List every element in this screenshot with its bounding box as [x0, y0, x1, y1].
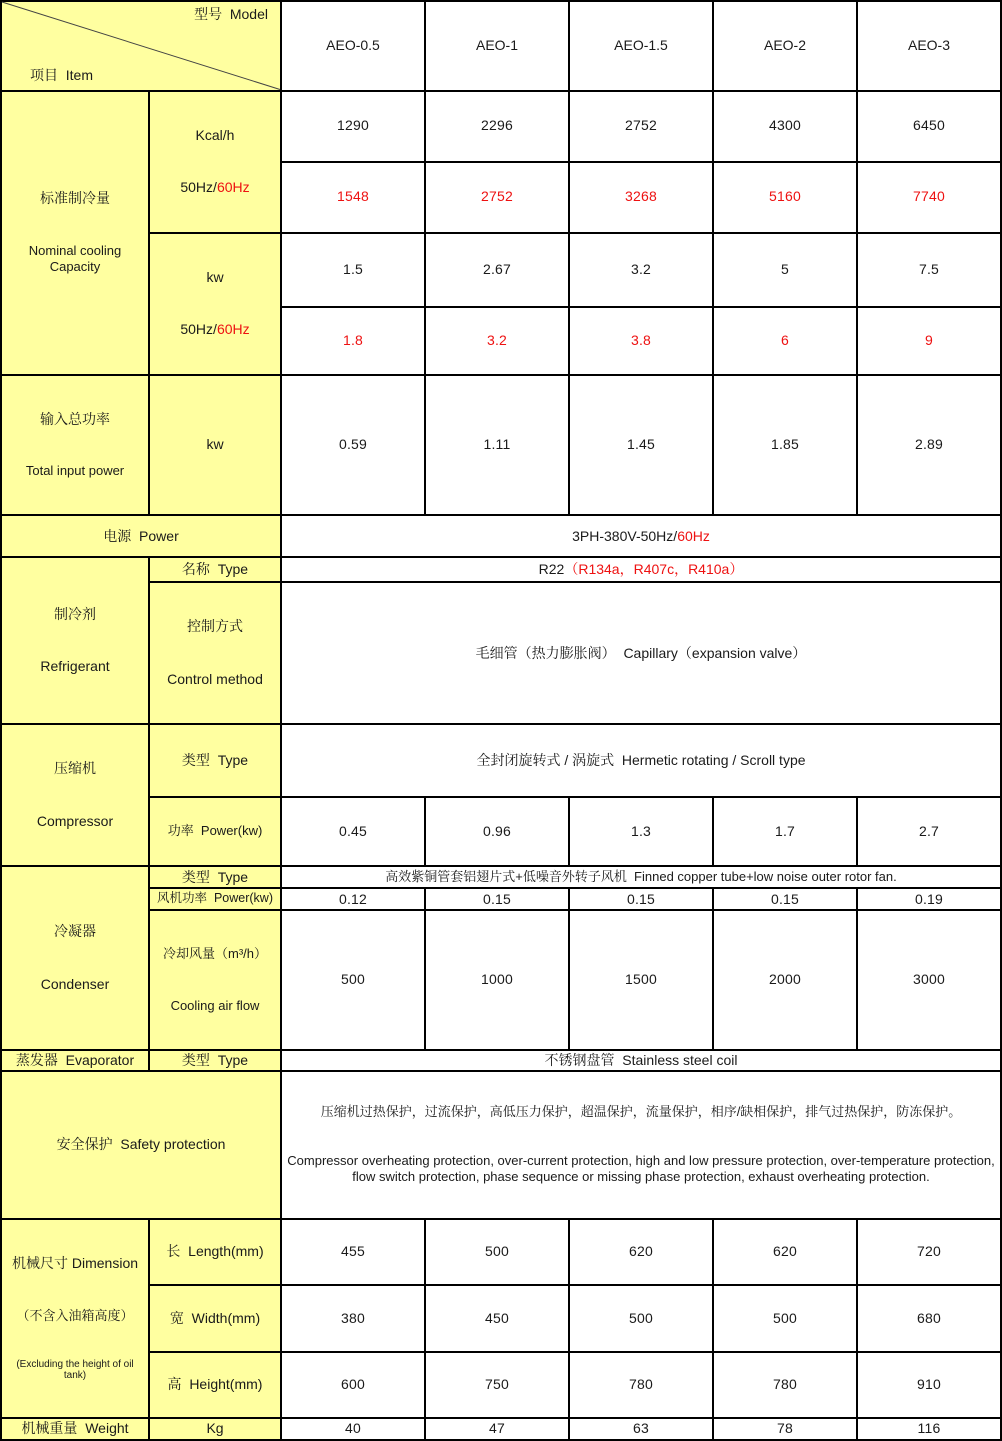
- safety-section-label: 安全保护 Safety protection: [1, 1071, 281, 1219]
- refrigerant-name-value-cell: [281, 557, 1001, 582]
- weight-value: 40: [281, 1418, 425, 1440]
- compressor-power-label: 功率 Power(kw): [149, 797, 281, 866]
- capacity-kw-unit-cell: [149, 233, 281, 375]
- condenser-label-zh: 冷凝器: [54, 923, 96, 939]
- model-column-header: AEO-1: [425, 1, 569, 91]
- model-column-header: AEO-1.5: [569, 1, 713, 91]
- fan-power-value: 0.15: [425, 888, 569, 910]
- width-value: 680: [857, 1285, 1001, 1351]
- dimension-label-zh: 机械尺寸 Dimension: [11, 1255, 139, 1271]
- safety-value-zh: 压缩机过热保护，过流保护，高低压力保护，超温保护，流量保护，相序/缺相保护，排气过热保护，防冻保护。: [320, 1104, 962, 1120]
- kcal-50hz-value: 2296: [425, 91, 569, 162]
- capacity-label-en: Nominal cooling Capacity: [28, 242, 125, 274]
- compressor-power-value: 1.7: [713, 797, 857, 866]
- height-label: 高 Height(mm): [149, 1352, 281, 1418]
- kw-freq: [152, 321, 278, 339]
- control-method-label-en: Control method: [167, 670, 263, 687]
- air-flow-value: 1000: [425, 910, 569, 1050]
- evaporator-type-value: 不锈钢盘管 Stainless steel coil: [281, 1050, 1001, 1071]
- height-value: 750: [425, 1352, 569, 1418]
- kcal-50hz-value: 2752: [569, 91, 713, 162]
- length-label: 长 Length(mm): [149, 1219, 281, 1285]
- kcal-60hz-value: 1548: [281, 162, 425, 233]
- kcal-50hz-value: 4300: [713, 91, 857, 162]
- fan-power-value: 0.12: [281, 888, 425, 910]
- height-value: 910: [857, 1352, 1001, 1418]
- model-column-header: AEO-0.5: [281, 1, 425, 91]
- control-method-label-zh: 控制方式: [187, 618, 243, 635]
- air-flow-label-zh: 冷却风量（m³/h）: [162, 946, 267, 962]
- kcal-50hz-value: 1290: [281, 91, 425, 162]
- air-flow-label-cell: [149, 910, 281, 1050]
- kw-50hz-value: 7.5: [857, 233, 1001, 307]
- fan-power-value: 0.19: [857, 888, 1001, 910]
- input-power-unit: kw: [149, 375, 281, 516]
- kcal-freq: [152, 179, 278, 197]
- width-value: 500: [569, 1285, 713, 1351]
- compressor-power-value: 1.3: [569, 797, 713, 866]
- item-header-label: 项目 Item: [30, 67, 94, 83]
- dimension-note-zh: （不含入油箱高度）: [16, 1307, 134, 1323]
- kcal-freq-50: 50Hz/: [180, 179, 217, 195]
- compressor-type-label: 类型 Type: [149, 724, 281, 797]
- input-power-value: 1.45: [569, 375, 713, 516]
- input-power-value: 1.85: [713, 375, 857, 516]
- capacity-kcal-unit-cell: [149, 91, 281, 233]
- condenser-fan-power-label: 风机功率 Power(kw): [149, 888, 281, 910]
- length-value: 455: [281, 1219, 425, 1285]
- power-supply-value-cell: [281, 515, 1001, 557]
- compressor-label-en: Compressor: [36, 812, 114, 829]
- compressor-power-value: 2.7: [857, 797, 1001, 866]
- refrigerant-name-value: R22: [538, 561, 565, 577]
- capacity-section-label: [1, 91, 149, 375]
- kcal-60hz-value: 7740: [857, 162, 1001, 233]
- weight-value: 47: [425, 1418, 569, 1440]
- kw-freq-60: 60Hz: [216, 321, 250, 337]
- kw-60hz-value: 1.8: [281, 307, 425, 375]
- kcal-freq-60: 60Hz: [216, 179, 250, 195]
- power-supply-label: 电源 Power: [1, 515, 281, 557]
- refrigerant-label-en: Refrigerant: [40, 658, 110, 675]
- input-power-value: 1.11: [425, 375, 569, 516]
- height-value: 600: [281, 1352, 425, 1418]
- refrigerant-alt-types: （R134a，R407c，R410a）: [564, 561, 744, 577]
- evaporator-section-label: 蒸发器 Evaporator: [1, 1050, 149, 1071]
- height-value: 780: [569, 1352, 713, 1418]
- kcal-60hz-value: 5160: [713, 162, 857, 233]
- kcal-60hz-value: 2752: [425, 162, 569, 233]
- kw-50hz-value: 5: [713, 233, 857, 307]
- model-item-header-cell: [1, 1, 281, 91]
- fan-power-value: 0.15: [713, 888, 857, 910]
- kw-60hz-value: 6: [713, 307, 857, 375]
- input-power-label-cell: [1, 375, 149, 516]
- kcal-50hz-value: 6450: [857, 91, 1001, 162]
- kw-unit: kw: [206, 268, 224, 285]
- condenser-section-label: [1, 866, 149, 1050]
- model-header-label: 型号 Model: [194, 6, 268, 22]
- length-value: 620: [713, 1219, 857, 1285]
- air-flow-label-en: Cooling air flow: [170, 997, 260, 1013]
- safety-value-en: Compressor overheating protection, over-current protection, high and low pressure protection, over-temperature protection, flow switch protection, phase sequence or missing phase protection, exhaust overheating protection.: [287, 1153, 999, 1185]
- capacity-label-zh: 标准制冷量: [40, 190, 110, 206]
- width-value: 450: [425, 1285, 569, 1351]
- safety-value-cell: [281, 1071, 1001, 1219]
- kcal-unit: Kcal/h: [195, 126, 235, 143]
- width-value: 500: [713, 1285, 857, 1351]
- refrigerant-name-label: 名称 Type: [149, 557, 281, 582]
- condenser-type-value: 高效紫铜管套铝翅片式+低噪音外转子风机 Finned copper tube+low noise outer rotor fan.: [281, 866, 1001, 888]
- compressor-label-zh: 压缩机: [54, 760, 96, 777]
- model-column-header: AEO-2: [713, 1, 857, 91]
- length-value: 720: [857, 1219, 1001, 1285]
- kcal-60hz-value: 3268: [569, 162, 713, 233]
- evaporator-type-label: 类型 Type: [149, 1050, 281, 1071]
- weight-value: 78: [713, 1418, 857, 1440]
- fan-power-value: 0.15: [569, 888, 713, 910]
- weight-section-label: 机械重量 Weight: [1, 1418, 149, 1440]
- kw-50hz-value: 2.67: [425, 233, 569, 307]
- compressor-power-value: 0.45: [281, 797, 425, 866]
- control-method-value: 毛细管（热力膨胀阀） Capillary（expansion valve）: [281, 582, 1001, 724]
- weight-value: 116: [857, 1418, 1001, 1440]
- air-flow-value: 1500: [569, 910, 713, 1050]
- control-method-label-cell: [149, 582, 281, 724]
- kw-60hz-value: 9: [857, 307, 1001, 375]
- compressor-section-label: [1, 724, 149, 866]
- compressor-type-value: 全封闭旋转式 / 涡旋式 Hermetic rotating / Scroll type: [281, 724, 1001, 797]
- condenser-label-en: Condenser: [40, 975, 110, 992]
- input-power-value: 2.89: [857, 375, 1001, 516]
- width-value: 380: [281, 1285, 425, 1351]
- dimension-note-en: (Excluding the height of oil tank): [16, 1358, 137, 1382]
- model-column-header: AEO-3: [857, 1, 1001, 91]
- refrigerant-section-label: [1, 557, 149, 724]
- air-flow-value: 3000: [857, 910, 1001, 1050]
- input-power-value: 0.59: [281, 375, 425, 516]
- condenser-type-label: 类型 Type: [149, 866, 281, 888]
- kw-50hz-value: 1.5: [281, 233, 425, 307]
- dimension-section-label: [1, 1219, 149, 1418]
- air-flow-value: 2000: [713, 910, 857, 1050]
- length-value: 620: [569, 1219, 713, 1285]
- kw-60hz-value: 3.2: [425, 307, 569, 375]
- width-label: 宽 Width(mm): [149, 1285, 281, 1351]
- weight-value: 63: [569, 1418, 713, 1440]
- kw-50hz-value: 3.2: [569, 233, 713, 307]
- height-value: 780: [713, 1352, 857, 1418]
- refrigerant-label-zh: 制冷剂: [54, 605, 96, 622]
- power-supply-60hz: 60Hz: [677, 527, 710, 544]
- weight-unit: Kg: [149, 1418, 281, 1440]
- kw-60hz-value: 3.8: [569, 307, 713, 375]
- compressor-power-value: 0.96: [425, 797, 569, 866]
- input-power-label-en: Total input power: [25, 463, 125, 478]
- length-value: 500: [425, 1219, 569, 1285]
- air-flow-value: 500: [281, 910, 425, 1050]
- power-supply-value: 3PH-380V-50Hz/: [572, 527, 678, 544]
- input-power-label-zh: 输入总功率: [40, 410, 110, 427]
- kw-freq-50: 50Hz/: [180, 321, 217, 337]
